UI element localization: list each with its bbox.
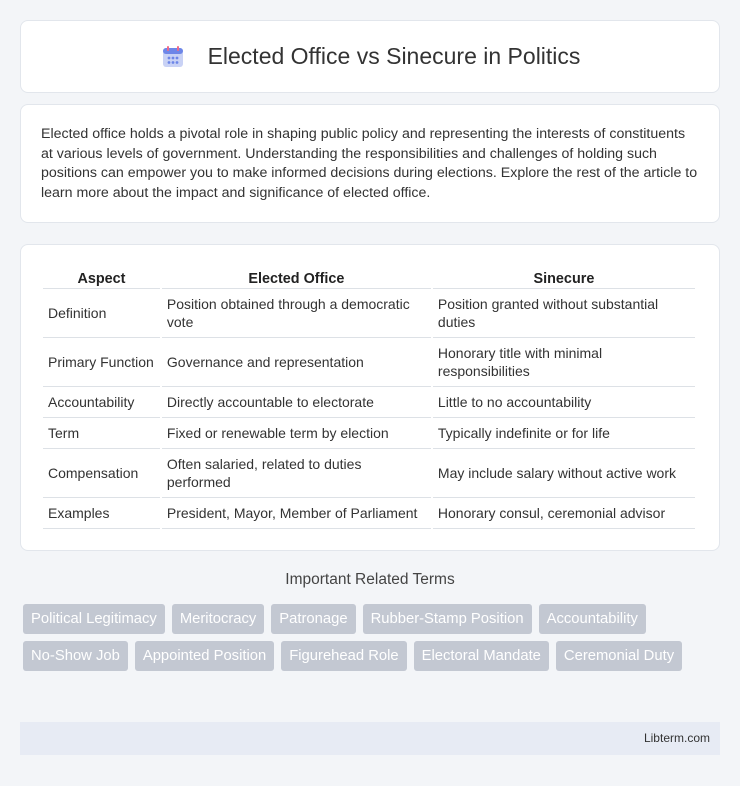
table-cell: Typically indefinite or for life bbox=[433, 418, 695, 449]
tag-ceremonial-duty[interactable]: Ceremonial Duty bbox=[556, 641, 682, 671]
tag-political-legitimacy[interactable]: Political Legitimacy bbox=[23, 604, 165, 634]
table-cell: Governance and representation bbox=[162, 338, 431, 387]
related-terms-list bbox=[23, 604, 703, 671]
table-cell: Examples bbox=[43, 498, 160, 529]
related-terms-heading: Important Related Terms bbox=[285, 571, 455, 588]
column-header-elected-office: Elected Office bbox=[162, 265, 431, 289]
calendar-icon bbox=[160, 44, 186, 70]
table-cell: Directly accountable to electorate bbox=[162, 387, 431, 418]
table-row bbox=[43, 449, 695, 498]
table-cell: Definition bbox=[43, 289, 160, 338]
tag-appointed-position[interactable]: Appointed Position bbox=[135, 641, 274, 671]
table-cell: Honorary title with minimal responsibilities bbox=[433, 338, 695, 387]
tag-rubber-stamp-position[interactable]: Rubber-Stamp Position bbox=[363, 604, 532, 634]
page-title: Elected Office vs Sinecure in Politics bbox=[207, 43, 581, 69]
table-cell: President, Mayor, Member of Parliament bbox=[162, 498, 431, 529]
comparison-card bbox=[20, 244, 720, 551]
table-row bbox=[43, 338, 695, 387]
comparison-table bbox=[41, 265, 697, 529]
table-cell: May include salary without active work bbox=[433, 449, 695, 498]
tag-figurehead-role[interactable]: Figurehead Role bbox=[281, 641, 406, 671]
footer-site-link[interactable]: Libterm.com bbox=[643, 731, 710, 745]
tag-meritocracy[interactable]: Meritocracy bbox=[172, 604, 264, 634]
table-row bbox=[43, 418, 695, 449]
column-header-aspect: Aspect bbox=[43, 265, 160, 289]
table-cell: Compensation bbox=[43, 449, 160, 498]
table-cell: Fixed or renewable term by election bbox=[162, 418, 431, 449]
tag-electoral-mandate[interactable]: Electoral Mandate bbox=[414, 641, 549, 671]
table-cell: Position granted without substantial duties bbox=[433, 289, 695, 338]
table-cell: Often salaried, related to duties performed bbox=[162, 449, 431, 498]
column-header-sinecure: Sinecure bbox=[433, 265, 695, 289]
table-row bbox=[43, 498, 695, 529]
table-cell: Primary Function bbox=[43, 338, 160, 387]
footer bbox=[20, 722, 720, 755]
title-card bbox=[20, 20, 720, 93]
table-cell: Honorary consul, ceremonial advisor bbox=[433, 498, 695, 529]
table-cell: Accountability bbox=[43, 387, 160, 418]
table-row bbox=[43, 289, 695, 338]
tag-patronage[interactable]: Patronage bbox=[271, 604, 355, 634]
intro-card bbox=[20, 104, 720, 223]
tag-accountability[interactable]: Accountability bbox=[539, 604, 646, 634]
table-cell: Position obtained through a democratic vote bbox=[162, 289, 431, 338]
intro-text: Elected office holds a pivotal role in shaping public policy and representing the interests of constituents at various levels of government. Understanding the responsibilities and challenges of holding such positions can empower you to make informed decisions during elections. Explore the rest of the article to learn more about the impact and significance of elected office. bbox=[41, 126, 698, 201]
tag-no-show-job[interactable]: No-Show Job bbox=[23, 641, 128, 671]
table-cell: Little to no accountability bbox=[433, 387, 695, 418]
table-row bbox=[43, 387, 695, 418]
table-cell: Term bbox=[43, 418, 160, 449]
